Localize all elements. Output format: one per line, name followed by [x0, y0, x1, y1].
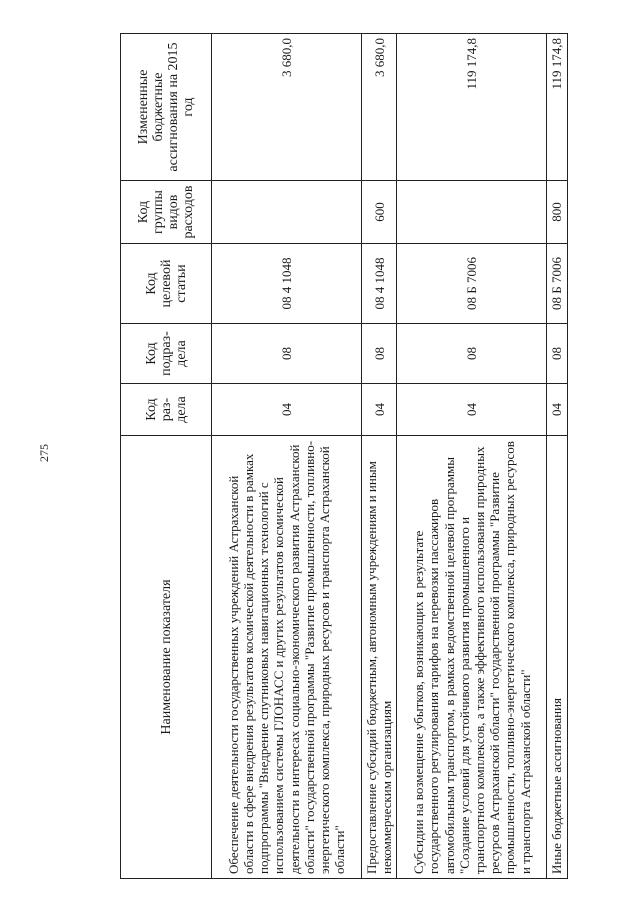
- table-row: [397, 34, 547, 879]
- row-name: Предоставление субсидий бюджетным, автономным учреждениям и иным некоммерческим организациям: [362, 436, 397, 879]
- row-razdel: 04: [397, 384, 547, 436]
- page-number: 275: [36, 444, 51, 462]
- header-name: Наименование показателя: [121, 436, 212, 879]
- rotated-table-wrapper: [120, 34, 565, 879]
- row-sum: 119 174,8: [547, 34, 567, 181]
- budget-table: [120, 33, 568, 879]
- header-razdel: Код раз-дела: [121, 384, 212, 436]
- row-sum: 3 680,0: [362, 34, 397, 181]
- row-podrazdel: 08: [362, 324, 397, 384]
- row-sum: 119 174,8: [397, 34, 547, 181]
- table-row: [362, 34, 397, 879]
- header-sum: Измененные бюджетные ассигнования на 2015 год: [121, 34, 212, 181]
- row-statya: 08 Б 7006: [547, 244, 567, 324]
- table-row: [212, 34, 362, 879]
- row-statya: 08 4 1048: [212, 244, 362, 324]
- header-vid: Код группы видов расходов: [121, 181, 212, 244]
- header-statya: Код целевой статьи: [121, 244, 212, 324]
- row-vid: [397, 181, 547, 244]
- table-row: [547, 34, 567, 879]
- header-podrazdel: Код подраз-дела: [121, 324, 212, 384]
- row-name: Субсидии на возмещение убытков, возникающих в результате государственного регулирования тарифов на перевозки пассажиров автомобильным транспортом, в рамках ведомственной целевой программы "Создание условий для устойчивого развития промышленного и транспортного комплексов, а также эффективного использования природных ресурсов Астраханской области" государственной программы "Развитие промышленности, топливно-энергетического комплекса, природных ресурсов и транспорта Астраханской области": [397, 436, 547, 879]
- row-vid: [212, 181, 362, 244]
- row-statya: 08 4 1048: [362, 244, 397, 324]
- row-podrazdel: 08: [547, 324, 567, 384]
- row-razdel: 04: [547, 384, 567, 436]
- row-name: Иные бюджетные ассигнования: [547, 436, 567, 879]
- row-name: Обеспечение деятельности государственных учреждений Астраханской области в сфере внедрения результатов космической деятельности в рамках подпрограммы "Внедрение спутниковых навигационных технологий с использованием системы ГЛОНАСС и других результатов космической деятельности в интересах социально-экономического развития Астраханской области" государственной программы "Развитие промышленности, топливно-энергетического комплекса, природных ресурсов и транспорта Астраханской области": [212, 436, 362, 879]
- row-sum: 3 680,0: [212, 34, 362, 181]
- header-row: [121, 34, 212, 879]
- row-statya: 08 Б 7006: [397, 244, 547, 324]
- row-podrazdel: 08: [397, 324, 547, 384]
- row-razdel: 04: [212, 384, 362, 436]
- row-razdel: 04: [362, 384, 397, 436]
- row-vid: 800: [547, 181, 567, 244]
- row-vid: 600: [362, 181, 397, 244]
- row-podrazdel: 08: [212, 324, 362, 384]
